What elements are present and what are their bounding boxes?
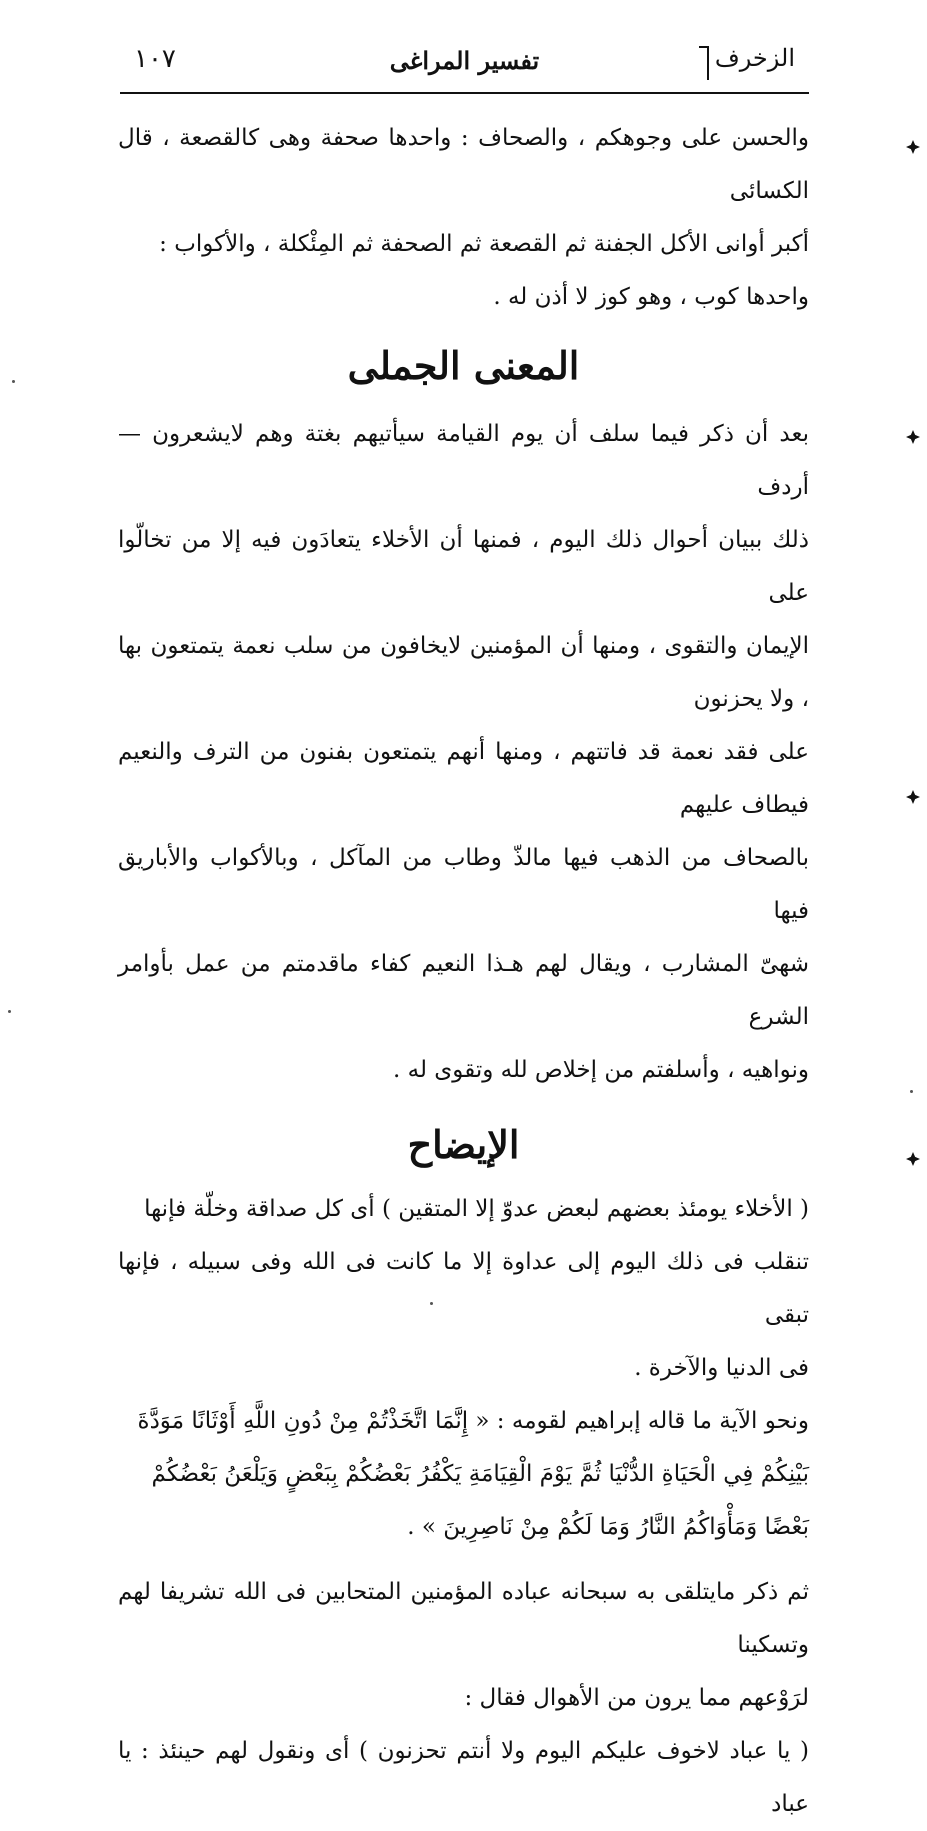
text-line: بَعْضًا وَمَأْوَاكُمُ النَّارُ وَمَا لَكُمْ مِنْ نَاصِرِينَ » . — [407, 1514, 809, 1540]
explanation-paragraph-4 — [118, 1725, 809, 1831]
explanation-paragraph-1 — [118, 1183, 809, 1395]
text-line: ( يا عباد لاخوف عليكم اليوم ولا أنتم تحزنون ) أى ونقول لهم حينئذ : يا عباد — [118, 1738, 809, 1817]
scan-speck — [430, 1302, 433, 1305]
text-line: ونواهيه ، وأسلفتم من إخلاص لله وتقوى له . — [393, 1057, 809, 1083]
explanation-paragraph-3 — [118, 1566, 809, 1725]
margin-ornament — [906, 430, 920, 444]
header-rule — [120, 92, 809, 94]
section-heading-explanation: الإيضاح — [407, 1122, 520, 1167]
scan-speck — [12, 380, 15, 383]
text-line: لرَوْعهم مما يرون من الأهوال فقال : — [464, 1685, 809, 1711]
text-line: بَيْنِكُمْ فِي الْحَيَاةِ الدُّنْيَا ثُمَّ يَوْمَ الْقِيَامَةِ يَكْفُرُ بَعْضُكُمْ بِبَعْضٍ وَيَلْعَنُ بَعْضُكُمْ — [151, 1461, 809, 1487]
scan-speck — [910, 1090, 913, 1093]
margin-ornament — [906, 790, 920, 804]
text-line: ( الأخلاء يومئذ بعضهم لبعض عدوّ إلا المتقين ) أى كل صداقة وخلّة فإنها — [144, 1196, 809, 1222]
text-line: ذلك ببيان أحوال ذلك اليوم ، فمنها أن الأخلاء يتعادَون فيه إلا من تخالّوا على — [118, 527, 809, 606]
section-heading-general-meaning: المعنى الجملى — [347, 343, 580, 388]
text-line: أكبر أوانى الأكل الجفنة ثم القصعة ثم الصحفة ثم المِئْكلة ، والأكواب : — [159, 231, 809, 257]
text-line: شهىّ المشارب ، ويقال لهم هـذا النعيم كفاء ماقدمتم من عمل بأوامر الشرع — [118, 951, 809, 1030]
chapter-name: الزخرف — [709, 44, 809, 72]
scan-speck — [8, 1010, 11, 1013]
text-line: بالصحاف من الذهب فيها مالذّ وطاب من المآكل ، وبالأكواب والأباريق فيها — [118, 845, 809, 924]
margin-ornament — [906, 140, 920, 154]
text-line: الإيمان والتقوى ، ومنها أن المؤمنين لايخافون من سلب نعمة يتمتعون بها ، ولا يحزنون — [118, 633, 809, 712]
text-line: واحدها كوب ، وهو كوز لا أذن له . — [493, 284, 809, 310]
explanation-paragraph-2-quran-quote — [118, 1395, 809, 1554]
text-line: بعد أن ذكر فيما سلف أن يوم القيامة سيأتيهم بغتة وهم لايشعرون — أردف — [118, 421, 809, 500]
text-line: ثم ذكر مايتلقى به سبحانه عباده المؤمنين المتحابين فى الله تشريفا لهم وتسكينا — [118, 1579, 809, 1658]
text-line: فى الدنيا والآخرة . — [634, 1355, 809, 1381]
page-number: ١٠٧ — [134, 44, 176, 74]
book-title: تفسير المراغى — [389, 46, 540, 75]
text-line: على فقد نعمة قد فاتتهم ، ومنها أنهم يتمتعون بفنون من الترف والنعيم فيطاف عليهم — [118, 739, 809, 818]
general-meaning-paragraph — [118, 408, 809, 1097]
text-line: ونحو الآية ما قاله إبراهيم لقومه : « إِنَّمَا اتَّخَذْتُمْ مِنْ دُونِ اللَّهِ أَوْثَانًا مَوَدَّةَ — [137, 1408, 809, 1434]
intro-paragraph — [118, 112, 809, 324]
page-header — [120, 36, 809, 92]
text-line: تنقلب فى ذلك اليوم إلى عداوة إلا ما كانت فى الله وفى سبيله ، فإنها تبقى — [118, 1249, 809, 1328]
page-body — [118, 112, 809, 1831]
text-line: والحسن على وجوهكم ، والصحاف : واحدها صحفة وهى كالقصعة ، قال الكسائى — [118, 125, 809, 204]
margin-ornament — [906, 1152, 920, 1166]
